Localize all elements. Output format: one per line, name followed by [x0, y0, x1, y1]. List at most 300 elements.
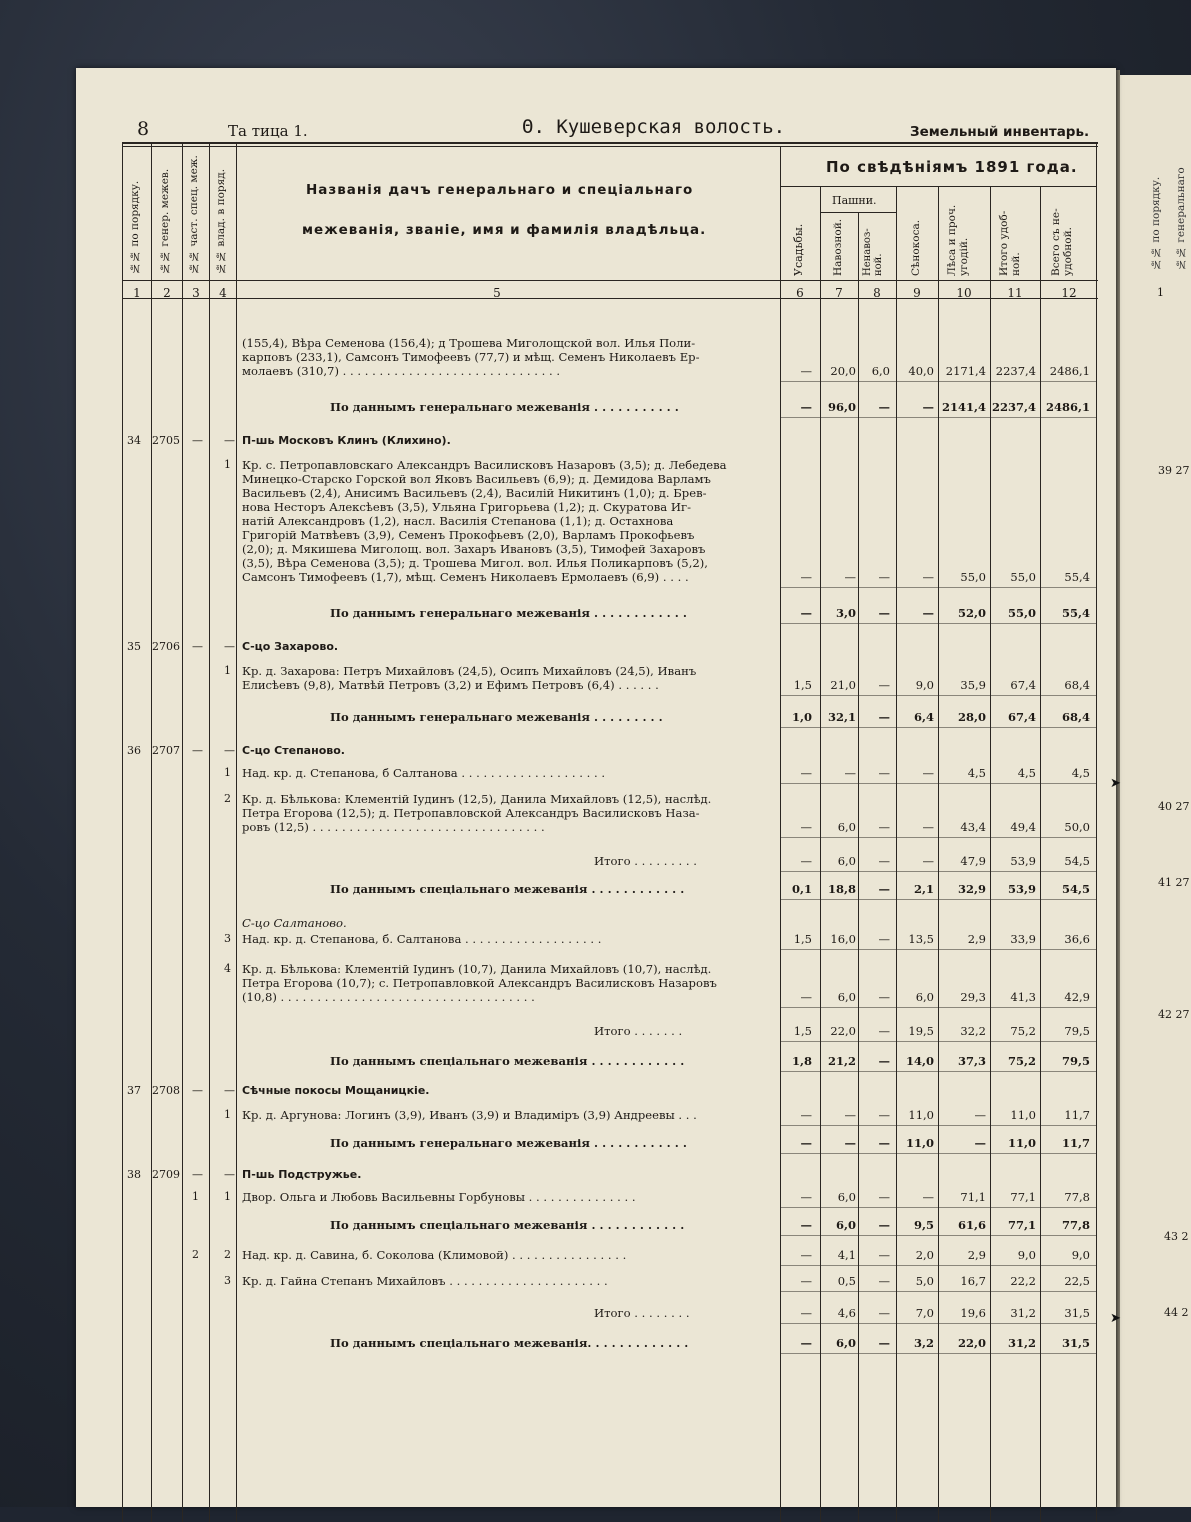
summary-label: По даннымъ генеральнаго межеванія . . . . . . . . . . . . [330, 606, 687, 620]
cell-value: — [878, 606, 890, 620]
special-survey-number: — [192, 640, 203, 653]
cell-value: 2486,1 [1049, 364, 1090, 378]
row-rule [780, 695, 1096, 696]
owner-description: Двор. Ольга и Любовь Васильевны Горбуновы . . . . . . . . . . . . . . . [242, 1190, 636, 1204]
cell-value: 55,0 [960, 570, 986, 584]
owner-number: 1 [224, 1108, 231, 1121]
cell-value: — [800, 1306, 812, 1320]
cell-value: — [878, 766, 890, 780]
owner-number: 1 [224, 1190, 231, 1203]
row-number: 35 [127, 640, 141, 653]
owner-number: 2 [224, 792, 231, 805]
cell-value: — [878, 932, 890, 946]
col-num: 2 [163, 286, 171, 300]
cell-value: 67,4 [1007, 710, 1036, 724]
cell-value: 53,9 [1007, 882, 1036, 896]
owner-description: Минецко-Старско Горской вол Яковъ Васильевъ (6,9); д. Демидова Варламъ [242, 472, 711, 486]
page-title: Θ. Кушеверская волость. [522, 116, 786, 138]
cell-value: 2,9 [967, 932, 986, 946]
cell-value: 19,6 [960, 1306, 986, 1320]
row-rule [780, 727, 1096, 728]
col-num: 1 [133, 286, 141, 300]
owner-description: карповъ (233,1), Самсонъ Тимофеевъ (77,7) и мѣщ. Семенъ Николаевъ Ер- [242, 350, 700, 364]
owner-description: (155,4), Вѣра Семенова (156,4); д Трошева Миголощской вол. Илья Поли- [242, 336, 696, 350]
owner-description: Над. кр. д. Степанова, б Салтанова . . . . . . . . . . . . . . . . . . . . [242, 766, 606, 780]
cell-value: 79,5 [1061, 1054, 1090, 1068]
owner-number: 3 [224, 932, 231, 945]
col-border [209, 142, 210, 1522]
cell-value: — [878, 820, 890, 834]
col-num: 12 [1061, 286, 1077, 300]
cell-value: — [878, 1306, 890, 1320]
owner-description: Над. кр. д. Степанова, б. Салтанова . . . . . . . . . . . . . . . . . . . [242, 932, 602, 946]
col-border [990, 186, 991, 1522]
gen-survey-number: 2705 [152, 434, 180, 447]
cell-value: — [878, 400, 890, 414]
summary-label: По даннымъ генеральнаго межеванія . . . . . . . . . [330, 710, 663, 724]
cell-value: — [800, 606, 812, 620]
cell-value: 11,0 [1010, 1108, 1036, 1122]
cell-value: — [800, 570, 812, 584]
row-rule [780, 949, 1096, 950]
row-rule [780, 587, 1096, 588]
col-border [896, 186, 897, 1522]
cell-value: — [878, 678, 890, 692]
owner-number: 4 [224, 962, 231, 975]
cell-value: 21,2 [827, 1054, 856, 1068]
cell-value: 68,4 [1064, 678, 1090, 692]
cell-value: 1,5 [793, 932, 812, 946]
cell-value: — [922, 1190, 934, 1204]
summary-label: По даннымъ спеціальнаго межеванія . . . . . . . . . . . . [330, 882, 685, 896]
cell-value: 16,7 [960, 1274, 986, 1288]
cell-value: — [800, 1336, 812, 1350]
gen-survey-number: 2708 [152, 1084, 180, 1097]
cell-value: 9,0 [915, 678, 934, 692]
owner-description: Самсонъ Тимофеевъ (1,7), мѣщ. Семенъ Николаевъ Ермолаевъ (6,9) . . . . [242, 570, 689, 584]
owner-description: Петра Егорова (10,7); с. Петропавловкой Александръ Василисковъ Назаровъ [242, 976, 717, 990]
cell-value: — [800, 1136, 812, 1150]
row-number: 38 [127, 1168, 141, 1181]
cell-value: — [800, 1248, 812, 1262]
special-survey-number: 2 [192, 1248, 199, 1261]
cell-value: — [922, 820, 934, 834]
owner-description: Кр. д. Бѣлькова: Клементій Іудинъ (10,7), Данила Михайловъ (10,7), наслѣд. [242, 962, 712, 976]
cell-value: 40,0 [908, 364, 934, 378]
summary-label: По даннымъ генеральнаго межеванія . . . . . . . . . . . . [330, 1136, 687, 1150]
cell-value: 14,0 [905, 1054, 934, 1068]
owner-description: молаевъ (310,7) . . . . . . . . . . . . . . . . . . . . . . . . . . . . . . [242, 364, 561, 378]
cell-value: 77,8 [1064, 1190, 1090, 1204]
cell-value: 54,5 [1064, 854, 1090, 868]
cell-value: 11,0 [908, 1108, 934, 1122]
row-rule [780, 623, 1096, 624]
section-heading: П-шь Московъ Клинъ (Клихино). [242, 434, 451, 447]
cell-value: 11,7 [1061, 1136, 1090, 1150]
owner-description: Григорій Матвѣевъ (3,9), Семенъ Прокофьевъ (2,0), Варламъ Прокофьевъ [242, 528, 695, 542]
cell-value: — [800, 364, 812, 378]
owner-description: натій Александровъ (1,2), насл. Василія Степанова (1,1); д. Остахнова [242, 514, 674, 528]
col-header-5-line1: Названія дачъ генеральнаго и спеціальнаго [306, 182, 694, 198]
cell-value: 35,9 [960, 678, 986, 692]
col-border [780, 146, 781, 1522]
cell-value: 77,8 [1061, 1218, 1090, 1232]
cell-value: 31,2 [1010, 1306, 1036, 1320]
owner-number: — [224, 744, 235, 757]
row-rule [780, 1153, 1096, 1154]
col-border [151, 142, 152, 1522]
cell-value: — [922, 854, 934, 868]
next-page-edge [1118, 75, 1191, 1507]
cell-value: 16,0 [830, 932, 856, 946]
cell-value: 36,6 [1064, 932, 1090, 946]
row-rule [780, 417, 1096, 418]
cell-value: 75,2 [1007, 1054, 1036, 1068]
row-rule [780, 1207, 1096, 1208]
cell-value: 2141,4 [941, 400, 986, 414]
cell-value: 1,0 [791, 710, 812, 724]
col-header-5-line2: межеванія, званіе, имя и фамилія владѣльца. [302, 222, 707, 238]
cell-value: 2,1 [913, 882, 934, 896]
col-border [1040, 186, 1041, 1522]
cell-value: 22,2 [1010, 1274, 1036, 1288]
row-rule [780, 1291, 1096, 1292]
row-rule [780, 899, 1096, 900]
cell-value: 6,0 [871, 364, 890, 378]
cell-value: — [800, 1190, 812, 1204]
cell-value: 3,0 [835, 606, 856, 620]
cell-value: 6,0 [837, 854, 856, 868]
next-page-row-num: 43 2 [1164, 1230, 1189, 1243]
col-header-4: №№ влад. в поряд. [215, 168, 227, 274]
cell-value: 32,2 [960, 1024, 986, 1038]
cell-value: 71,1 [960, 1190, 986, 1204]
owner-description: (2,0); д. Мякишева Миголощ. вол. Захаръ Ивановъ (3,5), Тимофей Захаровъ [242, 542, 706, 556]
next-page-row-num: 44 2 [1164, 1306, 1189, 1319]
cell-value: 6,0 [915, 990, 934, 1004]
cell-value: 31,5 [1064, 1306, 1090, 1320]
cell-value: 52,0 [957, 606, 986, 620]
owner-number: — [224, 1084, 235, 1097]
table-label: Та тица 1. [228, 122, 308, 140]
cell-value: 4,6 [837, 1306, 856, 1320]
cell-value: 77,1 [1010, 1190, 1036, 1204]
row-number: 37 [127, 1084, 141, 1097]
row-number: 36 [127, 744, 141, 757]
cell-value: — [844, 1136, 856, 1150]
page-number: 8 [137, 118, 150, 140]
col-header-6: Усадьбы. [792, 223, 805, 276]
cell-value: 2,9 [967, 1248, 986, 1262]
cell-value: 22,0 [957, 1336, 986, 1350]
col-num: 8 [873, 286, 881, 300]
page-marker-icon: ➤ [1110, 1311, 1121, 1326]
cell-value: 9,0 [1071, 1248, 1090, 1262]
section-heading: С-цо Степаново. [242, 744, 345, 757]
cell-value: 55,4 [1061, 606, 1090, 620]
cell-value: 49,4 [1010, 820, 1036, 834]
next-page-row-num: 41 27 [1158, 876, 1190, 889]
cell-value: 4,5 [1017, 766, 1036, 780]
cell-value: — [878, 710, 890, 724]
cell-value: — [800, 766, 812, 780]
owner-description: Кр. д. Бѣлькова: Клементій Іудинъ (12,5), Данила Михайловъ (12,5), наслѣд. [242, 792, 712, 806]
cell-value: 1,8 [791, 1054, 812, 1068]
cell-value: — [800, 820, 812, 834]
row-rule [780, 1323, 1096, 1324]
owner-number: 3 [224, 1274, 231, 1287]
cell-value: — [800, 1274, 812, 1288]
row-rule [780, 871, 1096, 872]
cell-value: 2171,4 [945, 364, 986, 378]
cell-value: 67,4 [1010, 678, 1036, 692]
next-page-row-num: 42 27 [1158, 1008, 1190, 1021]
owner-description: Елисѣевъ (9,8), Матвѣй Петровъ (3,2) и Ефимъ Петровъ (6,4) . . . . . . [242, 678, 659, 692]
cell-value: 2237,4 [995, 364, 1036, 378]
col-num: 6 [796, 286, 804, 300]
cell-value: — [922, 766, 934, 780]
cell-value: 11,0 [1007, 1136, 1036, 1150]
cell-value: 6,0 [835, 1218, 856, 1232]
col-num: 10 [956, 286, 972, 300]
owner-description: Над. кр. д. Савина, б. Соколова (Климовой) . . . . . . . . . . . . . . . . [242, 1248, 627, 1262]
special-survey-number: — [192, 1168, 203, 1181]
cell-value: — [800, 1218, 812, 1232]
owner-number: — [224, 434, 235, 447]
owner-description: Кр. д. Аргунова: Логинъ (3,9), Иванъ (3,9) и Владиміръ (3,9) Андреевы . . . [242, 1108, 697, 1122]
owner-description: ровъ (12,5) . . . . . . . . . . . . . . . . . . . . . . . . . . . . . . . . [242, 820, 545, 834]
cell-value: 1,5 [793, 1024, 812, 1038]
cell-value: 9,0 [1017, 1248, 1036, 1262]
summary-label: По даннымъ спеціальнаго межеванія . . . . . . . . . . . . [330, 1218, 685, 1232]
cell-value: 2486,1 [1045, 400, 1090, 414]
gen-survey-number: 2709 [152, 1168, 180, 1181]
cell-value: 53,9 [1010, 854, 1036, 868]
cell-value: 32,9 [957, 882, 986, 896]
cell-value: 54,5 [1061, 882, 1090, 896]
cell-value: — [878, 854, 890, 868]
summary-label: Итого . . . . . . . . . [594, 854, 697, 868]
section-title: Земельный инвентарь. [910, 124, 1090, 140]
col-header-3: №№ част. спец. меж. [188, 155, 200, 274]
cell-value: — [878, 1248, 890, 1262]
next-page-col-header-2: №№ генеральнаго [1175, 167, 1187, 270]
col-header-7: Навозной. [832, 218, 844, 276]
cell-value: 6,4 [913, 710, 934, 724]
summary-label: Итого . . . . . . . [594, 1024, 683, 1038]
summary-label: По даннымъ спеціальнаго межеванія. . . . . . . . . . . . . [330, 1336, 689, 1350]
cell-value: — [922, 400, 934, 414]
cell-value: 31,5 [1061, 1336, 1090, 1350]
table-top-rule [122, 142, 1098, 144]
colnum-bottom-rule [122, 298, 1098, 299]
page-marker-icon: ➤ [1110, 776, 1121, 791]
cell-value: 68,4 [1061, 710, 1090, 724]
next-page-col-num: 1 [1157, 286, 1164, 299]
cell-value: 20,0 [830, 364, 856, 378]
col-border [182, 142, 183, 1522]
owner-description: Петра Егорова (12,5); д. Петропавловской Александръ Василисковъ Наза- [242, 806, 700, 820]
summary-label: По даннымъ спеціальнаго межеванія . . . . . . . . . . . . [330, 1054, 685, 1068]
cell-value: — [878, 882, 890, 896]
gen-survey-number: 2707 [152, 744, 180, 757]
cell-value: 4,1 [837, 1248, 856, 1262]
cell-value: 4,5 [967, 766, 986, 780]
cell-value: — [800, 854, 812, 868]
cell-value: 19,5 [908, 1024, 934, 1038]
col-header-9: Сѣнокоса. [910, 219, 922, 276]
cell-value: 1,5 [793, 678, 812, 692]
cell-value: 28,0 [957, 710, 986, 724]
table-top-rule-2 [122, 146, 1098, 147]
cell-value: 22,0 [830, 1024, 856, 1038]
cell-value: — [922, 606, 934, 620]
row-rule [780, 1353, 1096, 1354]
cell-value: — [878, 990, 890, 1004]
summary-label: По даннымъ генеральнаго межеванія . . . . . . . . . . . [330, 400, 679, 414]
col-num: 7 [835, 286, 843, 300]
owner-number: — [224, 1168, 235, 1181]
col-num: 3 [192, 286, 200, 300]
col-header-11: Итого удоб-ной. [998, 210, 1022, 276]
cell-value: — [844, 570, 856, 584]
cell-value: 0,5 [837, 1274, 856, 1288]
col-header-10: Лѣса и проч. угодій. [946, 204, 970, 276]
cell-value: 6,0 [837, 820, 856, 834]
cell-value: — [878, 1190, 890, 1204]
cell-value: — [878, 1054, 890, 1068]
section-heading: С-цо Захарово. [242, 640, 339, 653]
owner-description: (3,5), Вѣра Семенова (3,5); д. Трошева Мигол. вол. Илья Поликарповъ (5,2), [242, 556, 708, 570]
owner-description: (10,8) . . . . . . . . . . . . . . . . . . . . . . . . . . . . . . . . . . . [242, 990, 535, 1004]
owner-number: 2 [224, 1248, 231, 1261]
row-rule [780, 783, 1096, 784]
next-page-row-num: 39 27 [1158, 464, 1190, 477]
col-border [858, 212, 859, 1522]
cell-value: — [974, 1136, 986, 1150]
cell-value: 96,0 [827, 400, 856, 414]
cell-value: 55,0 [1007, 606, 1036, 620]
cell-value: 18,8 [827, 882, 856, 896]
owner-description: Кр. с. Петропавловскаго Александръ Василисковъ Назаровъ (3,5); д. Лебедева [242, 458, 727, 472]
cell-value: — [878, 1274, 890, 1288]
section-heading: П-шь Подстружье. [242, 1168, 362, 1181]
cell-value: 50,0 [1064, 820, 1090, 834]
cell-value: 31,2 [1007, 1336, 1036, 1350]
col-border [1096, 142, 1097, 1522]
col-header-2: №№ генер. межев. [159, 168, 171, 274]
owner-number: 1 [224, 664, 231, 677]
cell-value: 7,0 [915, 1306, 934, 1320]
cell-value: 43,4 [960, 820, 986, 834]
cell-value: 77,1 [1007, 1218, 1036, 1232]
cell-value: 9,5 [913, 1218, 934, 1232]
special-survey-number: 1 [192, 1190, 199, 1203]
col-border [938, 186, 939, 1522]
cell-value: — [974, 1108, 986, 1122]
cell-value: 13,5 [908, 932, 934, 946]
owner-description: нова Несторъ Алексѣевъ (3,5), Ульяна Григорьева (1,2); д. Скуратова Иг- [242, 500, 691, 514]
cell-value: 21,0 [830, 678, 856, 692]
col-num: 11 [1007, 286, 1023, 300]
special-survey-number: — [192, 434, 203, 447]
pashni-header: Пашни. [832, 194, 877, 207]
cell-value: 33,9 [1010, 932, 1036, 946]
owner-number: 1 [224, 766, 231, 779]
owner-description: Васильевъ (2,4), Анисимъ Васильевъ (2,4), Василій Никитинъ (1,0); д. Брев- [242, 486, 707, 500]
cell-value: 2,0 [915, 1248, 934, 1262]
row-rule [780, 381, 1096, 382]
cell-value: 75,2 [1010, 1024, 1036, 1038]
cell-value: 6,0 [837, 1190, 856, 1204]
cell-value: 4,5 [1071, 766, 1090, 780]
col-num: 9 [913, 286, 921, 300]
col-header-12: Всего съ не-удобной. [1050, 208, 1074, 276]
cell-value: 6,0 [837, 990, 856, 1004]
cell-value: 79,5 [1064, 1024, 1090, 1038]
cell-value: 5,0 [915, 1274, 934, 1288]
cell-value: 41,3 [1010, 990, 1036, 1004]
section-heading: Сѣчные покосы Мощаницкіе. [242, 1084, 430, 1097]
cell-value: — [878, 1336, 890, 1350]
next-page-col-header-1: №№ по порядку. [1150, 176, 1162, 270]
special-survey-number: — [192, 1084, 203, 1097]
cell-value: 2237,4 [991, 400, 1036, 414]
row-rule [780, 1071, 1096, 1072]
col-header-8: Ненавоз-ной. [862, 228, 884, 276]
cell-value: 47,9 [960, 854, 986, 868]
row-rule [780, 1235, 1096, 1236]
cell-value: — [878, 570, 890, 584]
cell-value: — [922, 570, 934, 584]
row-rule [780, 1125, 1096, 1126]
cell-value: — [878, 1108, 890, 1122]
cell-value: — [800, 1108, 812, 1122]
owner-number: 1 [224, 458, 231, 471]
cell-value: 37,3 [957, 1054, 986, 1068]
cell-value: — [878, 1218, 890, 1232]
cell-value: — [844, 766, 856, 780]
subsection-heading: С-цо Салтаново. [242, 916, 347, 930]
owner-number: — [224, 640, 235, 653]
row-rule [780, 1265, 1096, 1266]
row-rule [780, 1041, 1096, 1042]
col-border [820, 186, 821, 1522]
row-rule [780, 837, 1096, 838]
cell-value: 55,4 [1064, 570, 1090, 584]
summary-label: Итого . . . . . . . . [594, 1306, 690, 1320]
group-header: По свѣдѣніямъ 1891 года. [826, 158, 1078, 176]
cell-value: 11,7 [1064, 1108, 1090, 1122]
row-rule [780, 1007, 1096, 1008]
cell-value: — [878, 1024, 890, 1038]
cell-value: — [800, 990, 812, 1004]
col-border [236, 142, 237, 1522]
next-page-row-num: 40 27 [1158, 800, 1190, 813]
col-border [122, 142, 123, 1522]
cell-value: 32,1 [827, 710, 856, 724]
cell-value: — [844, 1108, 856, 1122]
cell-value: 29,3 [960, 990, 986, 1004]
cell-value: 42,9 [1064, 990, 1090, 1004]
cell-value: — [800, 400, 812, 414]
cell-value: 61,6 [957, 1218, 986, 1232]
cell-value: 22,5 [1064, 1274, 1090, 1288]
cell-value: 0,1 [791, 882, 812, 896]
cell-value: 6,0 [835, 1336, 856, 1350]
gen-survey-number: 2706 [152, 640, 180, 653]
col-header-1: №№ по порядку. [129, 180, 141, 274]
